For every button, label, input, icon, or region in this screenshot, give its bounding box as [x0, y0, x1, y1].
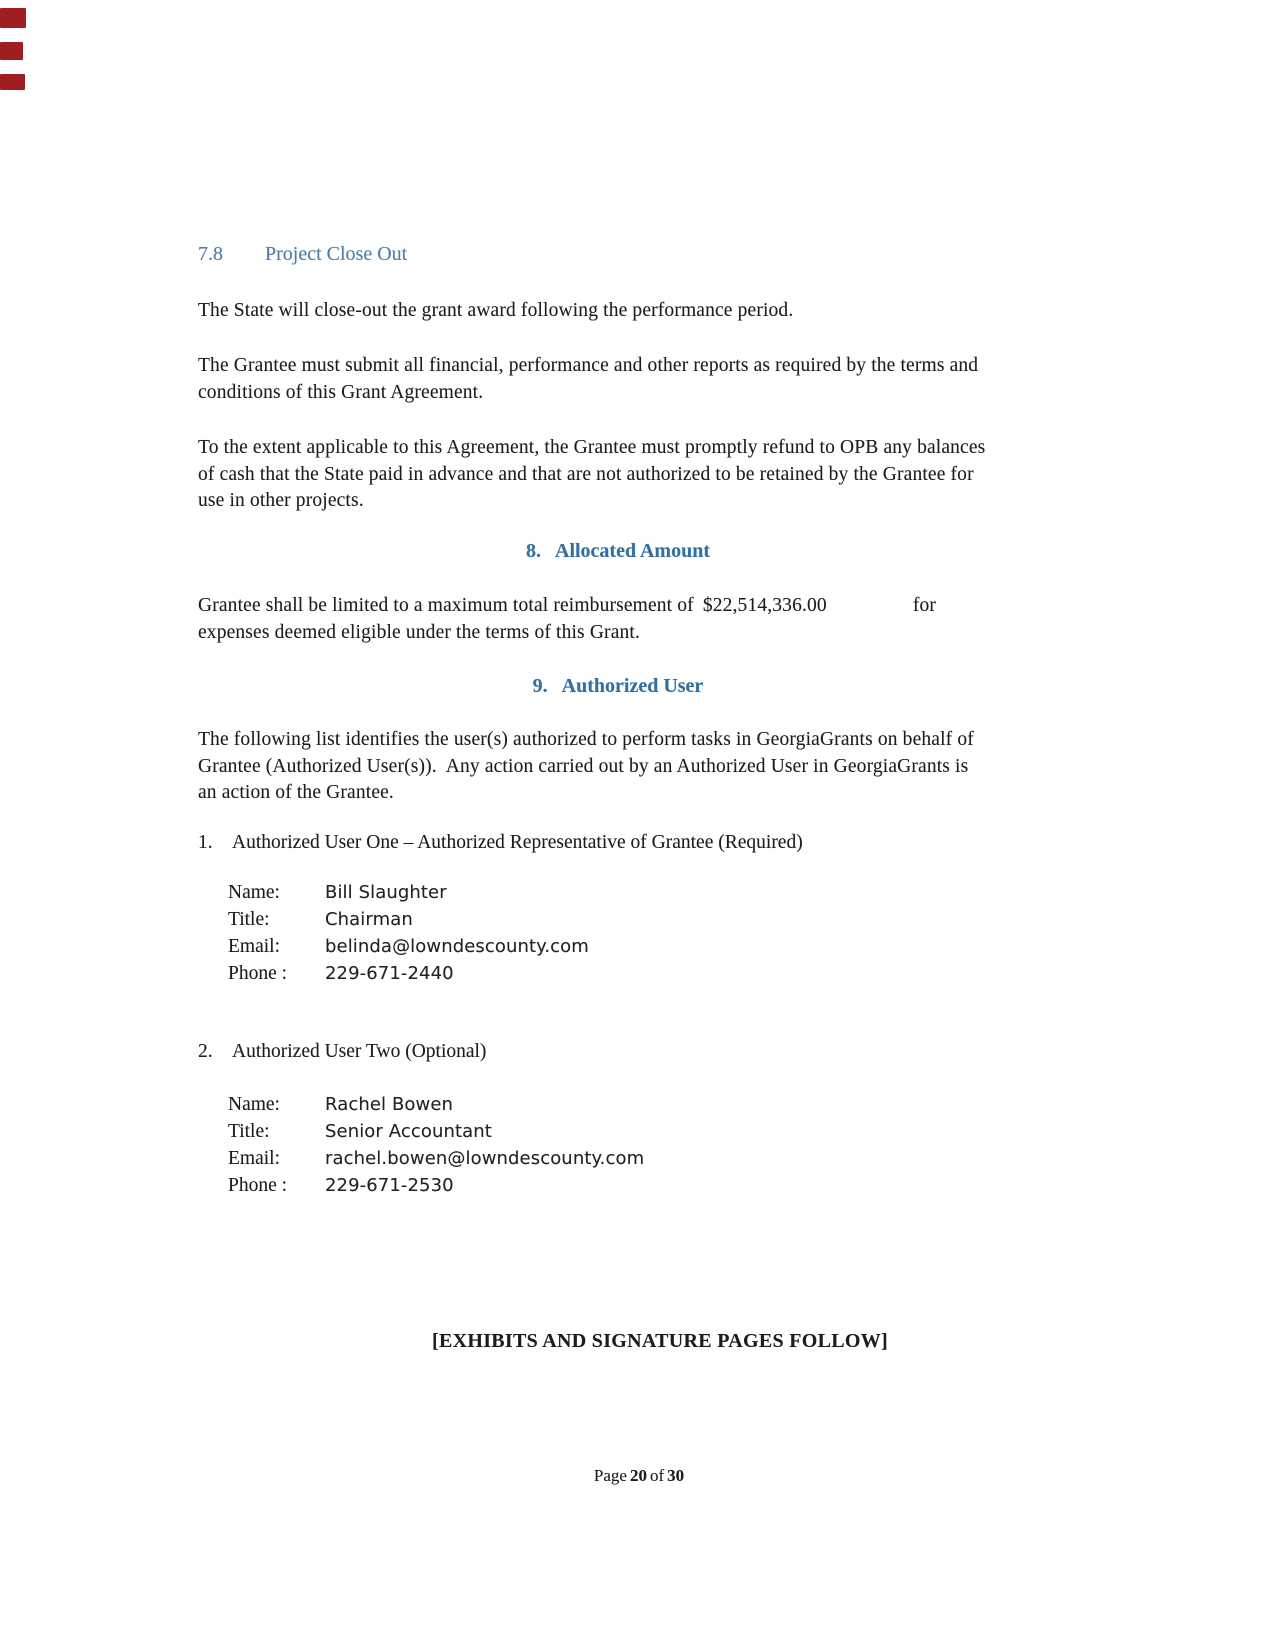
field-value-phone: 229-671-2530	[325, 1175, 454, 1196]
heading-title: Authorized User	[561, 675, 704, 697]
paragraph-line: of cash that the State paid in advance and that are not authorized to be retained by the Grantee for	[198, 463, 974, 485]
section-number: 7.8	[198, 243, 223, 265]
heading-authorized-user	[198, 675, 1038, 698]
paragraph-reports	[198, 353, 1038, 406]
list-item-authorized-user-one	[198, 830, 1038, 857]
paragraph-line: conditions of this Grant Agreement.	[198, 381, 484, 403]
user-two-details	[228, 1091, 1068, 1199]
heading-title: Allocated Amount	[555, 540, 710, 562]
paragraph-line: expenses deemed eligible under the terms of this Grant.	[198, 621, 640, 643]
allocated-text-after: for	[912, 595, 936, 616]
paragraph-refund	[198, 435, 1038, 515]
paragraph-line: use in other projects.	[198, 490, 364, 511]
list-item-label: Authorized User One – Authorized Representative of Grantee (Required)	[232, 832, 803, 853]
list-item-number: 2.	[198, 1041, 213, 1062]
paragraph-line: an action of the Grantee.	[198, 782, 394, 803]
exhibits-follow-note: [EXHIBITS AND SIGNATURE PAGES FOLLOW]	[432, 1330, 888, 1352]
section-title: Project Close Out	[265, 243, 408, 265]
paragraph-line: The State will close-out the grant award following the performance period.	[198, 300, 794, 321]
footer-total-pages: 30	[667, 1466, 685, 1485]
field-value-email: rachel.bowen@lowndescounty.com	[325, 1148, 645, 1169]
list-item-authorized-user-two	[198, 1039, 1038, 1066]
list-item-number: 1.	[198, 832, 213, 853]
field-value-name: Bill Slaughter	[325, 882, 447, 903]
field-label-phone: Phone :	[228, 963, 288, 984]
paragraph-line: The Grantee must submit all financial, performance and other reports as required by the terms and	[198, 355, 979, 376]
scan-artifact-mark	[0, 8, 26, 28]
field-label-email: Email:	[228, 936, 280, 957]
field-value-phone: 229-671-2440	[325, 963, 454, 984]
footer-page-number: 20	[629, 1466, 647, 1485]
field-label-name: Name:	[228, 882, 280, 903]
field-label-phone: Phone :	[228, 1175, 288, 1196]
paragraph-line: Grantee (Authorized User(s)). Any action carried out by an Authorized User in GeorgiaGrants is	[198, 755, 969, 777]
paragraph-allocated-amount	[198, 593, 1038, 646]
section-heading-project-close-out	[198, 243, 1038, 266]
scan-artifact-mark	[0, 42, 23, 60]
field-label-title: Title:	[228, 909, 270, 930]
footer-label-of: of	[649, 1466, 665, 1485]
field-value-name: Rachel Bowen	[325, 1094, 454, 1115]
list-item-label: Authorized User Two (Optional)	[232, 1041, 487, 1062]
allocated-amount-value: $22,514,336.00	[702, 595, 827, 616]
heading-allocated-amount	[198, 540, 1038, 563]
field-value-title: Chairman	[325, 909, 413, 930]
scan-artifact-mark	[0, 74, 25, 90]
heading-number: 9.	[532, 675, 548, 697]
field-label-title: Title:	[228, 1121, 270, 1142]
footer-label-page: Page	[593, 1466, 627, 1485]
field-value-title: Senior Accountant	[325, 1121, 492, 1142]
allocated-text-before: Grantee shall be limited to a maximum total reimbursement of	[198, 595, 694, 616]
paragraph-line	[198, 593, 1038, 620]
field-label-name: Name:	[228, 1094, 280, 1115]
paragraph-line: The following list identifies the user(s) authorized to perform tasks in GeorgiaGrants on behalf of	[198, 729, 974, 750]
paragraph-close-out	[198, 298, 1038, 325]
paragraph-line: To the extent applicable to this Agreement, the Grantee must promptly refund to OPB any balances	[198, 437, 986, 458]
field-label-email: Email:	[228, 1148, 280, 1169]
page-number-footer	[0, 1466, 1275, 1486]
field-value-email: belinda@lowndescounty.com	[325, 936, 589, 957]
user-one-details	[228, 879, 1068, 987]
scan-artifact-marks	[0, 8, 30, 104]
paragraph-authorized-intro	[198, 727, 1038, 807]
heading-number: 8.	[526, 540, 541, 562]
